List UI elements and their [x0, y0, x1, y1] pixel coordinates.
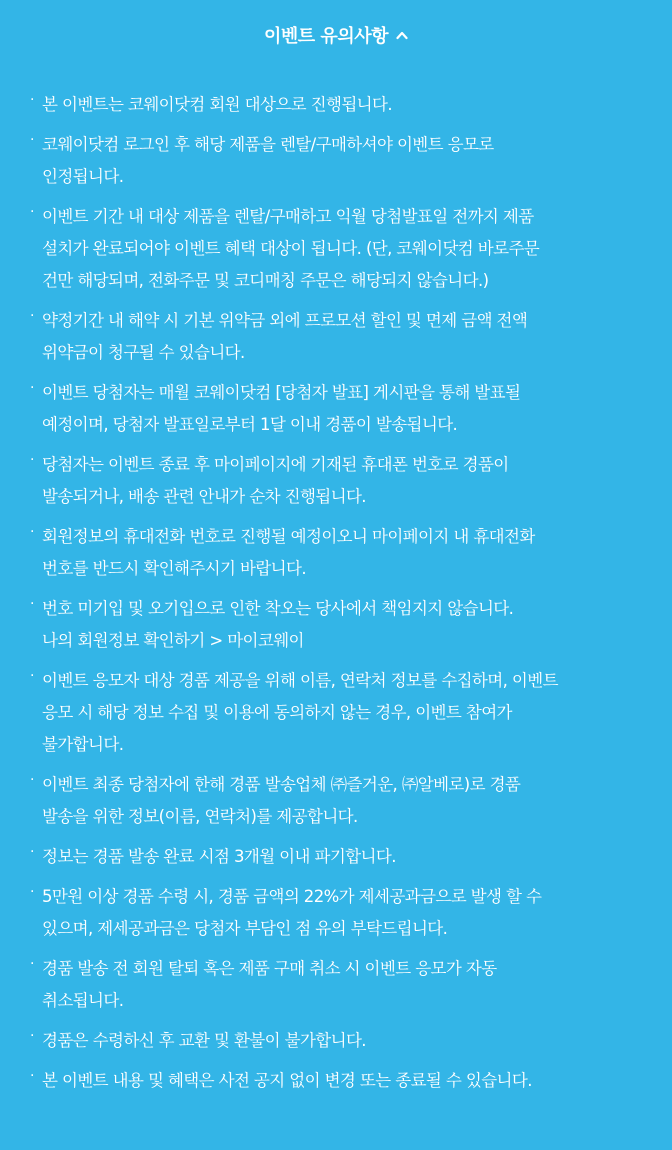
- notice-text-line: 이벤트 응모자 대상 경품 제공을 위해 이름, 연락처 정보를 수집하며, 이벤트: [42, 671, 558, 690]
- notice-item: [30, 665, 660, 761]
- notice-item: [30, 201, 660, 297]
- notice-text-line: 이벤트 기간 내 대상 제품을 렌탈/구매하고 익월 당첨발표일 전까지 제품: [42, 207, 534, 226]
- notice-text-line: 있으며, 제세공과금은 당첨자 부담인 점 유의 부탁드립니다.: [42, 919, 448, 938]
- notice-item: [30, 1025, 660, 1057]
- notice-text-line: 정보는 경품 발송 완료 시점 3개월 이내 파기합니다.: [42, 847, 396, 866]
- notice-item: [30, 449, 660, 513]
- notice-text-line: 발송되거나, 배송 관련 안내가 순차 진행됩니다.: [42, 487, 366, 506]
- notice-text-line: 경품 발송 전 회원 탈퇴 혹은 제품 구매 취소 시 이벤트 응모가 자동: [42, 959, 497, 978]
- bullet-marker: ·: [30, 132, 34, 148]
- notice-text-line: 설치가 완료되어야 이벤트 혜택 대상이 됩니다. (단, 코웨이닷컴 바로주문: [42, 239, 540, 258]
- notice-item: [30, 953, 660, 1017]
- bullet-marker: ·: [30, 844, 34, 860]
- notice-item: [30, 89, 660, 121]
- notice-item: [30, 521, 660, 585]
- notice-text-line: 예정이며, 당첨자 발표일로부터 1달 이내 경품이 발송됩니다.: [42, 415, 458, 434]
- notice-text-line: 번호를 반드시 확인해주시기 바랍니다.: [42, 559, 307, 578]
- notice-item: [30, 377, 660, 441]
- bullet-marker: ·: [30, 668, 34, 684]
- notice-text-line: 이벤트 당첨자는 매월 코웨이닷컴 [당첨자 발표] 게시판을 통해 발표될: [42, 383, 521, 402]
- bullet-marker: ·: [30, 1028, 34, 1044]
- notice-text-line: 인정됩니다.: [42, 167, 124, 186]
- bullet-marker: ·: [30, 452, 34, 468]
- notice-text-line: 5만원 이상 경품 수령 시, 경품 금액의 22%가 제세공과금으로 발생 할 수: [42, 887, 542, 906]
- notice-text-line: 취소됩니다.: [42, 991, 124, 1010]
- notice-text-line: 건만 해당되며, 전화주문 및 코디매칭 주문은 해당되지 않습니다.): [42, 271, 489, 290]
- notice-text-line: 약정기간 내 해약 시 기본 위약금 외에 프로모션 할인 및 면제 금액 전액: [42, 311, 528, 330]
- notice-text-line: 위약금이 청구될 수 있습니다.: [42, 343, 245, 362]
- notice-item: [30, 129, 660, 193]
- notice-item: [30, 769, 660, 833]
- bullet-marker: ·: [30, 92, 34, 108]
- notice-item: [30, 841, 660, 873]
- notice-text-line: 번호 미기입 및 오기입으로 인한 착오는 당사에서 책임지지 않습니다.: [42, 599, 514, 618]
- notice-toggle-button[interactable]: [0, 18, 672, 52]
- bullet-marker: ·: [30, 524, 34, 540]
- bullet-marker: ·: [30, 956, 34, 972]
- notice-item: [30, 881, 660, 945]
- notice-text-line: 발송을 위한 정보(이름, 연락처)를 제공합니다.: [42, 807, 358, 826]
- notice-item: [30, 593, 660, 657]
- notice-text-line: 이벤트 최종 당첨자에 한해 경품 발송업체 ㈜즐거운, ㈜알베로)로 경품: [42, 775, 521, 794]
- notice-text-line: 당첨자는 이벤트 종료 후 마이페이지에 기재된 휴대폰 번호로 경품이: [42, 455, 509, 474]
- bullet-marker: ·: [30, 308, 34, 324]
- notice-text-line: 코웨이닷컴 로그인 후 해당 제품을 렌탈/구매하셔야 이벤트 응모로: [42, 135, 494, 154]
- chevron-up-icon: [396, 30, 408, 40]
- notice-item: [30, 305, 660, 369]
- notice-item: [30, 1065, 660, 1097]
- notice-text-line: 본 이벤트는 코웨이닷컴 회원 대상으로 진행됩니다.: [42, 95, 392, 114]
- my-info-link[interactable]: 나의 회원정보 확인하기 > 마이코웨이: [42, 631, 304, 650]
- notice-text-line: 불가합니다.: [42, 735, 124, 754]
- notice-text-line: 본 이벤트 내용 및 혜택은 사전 공지 없이 변경 또는 종료될 수 있습니다.: [42, 1071, 532, 1090]
- notice-text-line: 응모 시 해당 정보 수집 및 이용에 동의하지 않는 경우, 이벤트 참여가: [42, 703, 512, 722]
- bullet-marker: ·: [30, 596, 34, 612]
- notice-text-line: 경품은 수령하신 후 교환 및 환불이 불가합니다.: [42, 1031, 366, 1050]
- bullet-marker: ·: [30, 884, 34, 900]
- bullet-marker: ·: [30, 380, 34, 396]
- bullet-marker: ·: [30, 1068, 34, 1084]
- notice-text-line: 회원정보의 휴대전화 번호로 진행될 예정이오니 마이페이지 내 휴대전화: [42, 527, 535, 546]
- bullet-marker: ·: [30, 772, 34, 788]
- bullet-marker: ·: [30, 204, 34, 220]
- notice-title: 이벤트 유의사항: [264, 26, 388, 47]
- notice-list: [30, 89, 660, 1105]
